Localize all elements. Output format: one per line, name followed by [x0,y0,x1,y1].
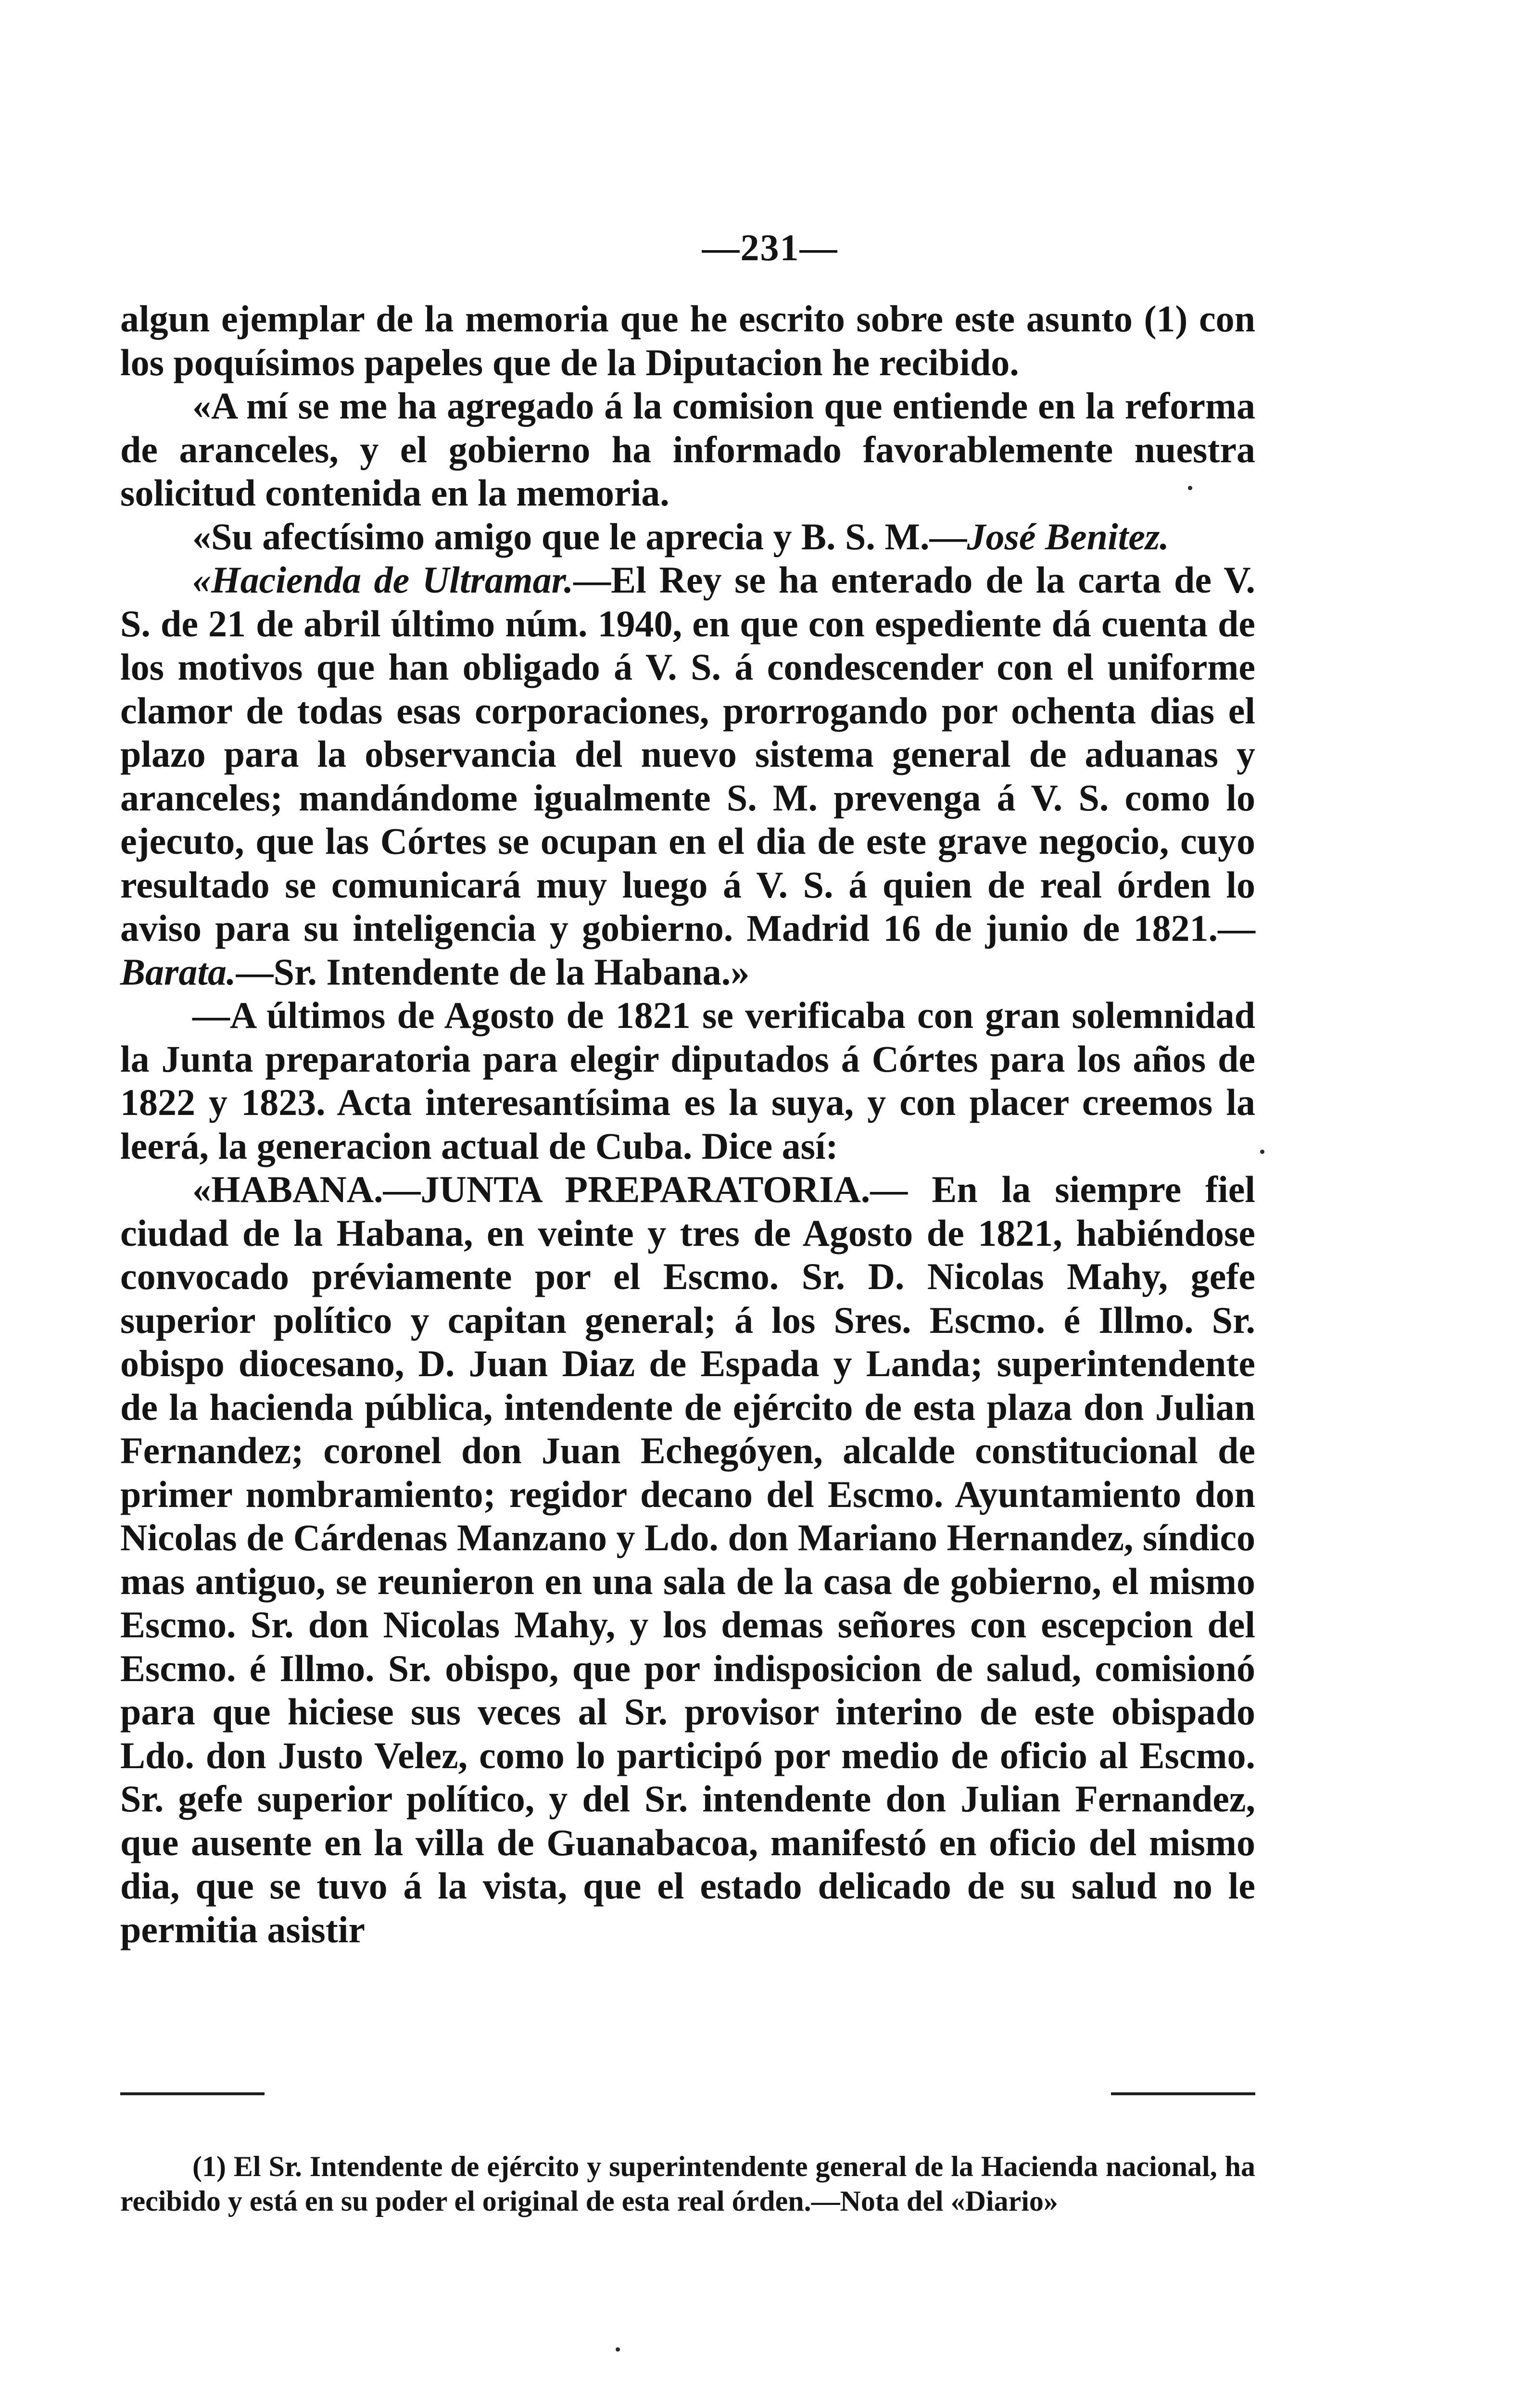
print-speck [616,2347,620,2352]
page-number: —231— [702,227,838,268]
paragraph-6: «HABANA.—JUNTA PREPARATORIA.— En la siempre fiel ciudad de la Habana, en veinte y tres de Agosto de 1821, habiéndose convocado préviamente por el Escmo. Sr. D. Nicolas Mahy, gefe superior político y capitan general; á los Sres. Escmo. é Illmo. Sr. obispo diocesano, D. Juan Diaz de Espada y Landa; superintendente de la hacienda pública, intendente de ejército de esta plaza don Julian Fernandez; coronel don Juan Echegóyen, alcalde constitucional de primer nombramiento; regidor decano del Escmo. Ayuntamiento don Nicolas de Cárdenas Manzano y Ldo. don Mariano Hernandez, síndico mas antiguo, se reunieron en una sala de la casa de gobierno, el mismo Escmo. Sr. don Nicolas Mahy, y los demas señores con escepcion del Escmo. é Illmo. Sr. obispo, que por indisposicion de salud, comisionó para que hiciese sus veces al Sr. provisor interino de este obispado Ldo. don Justo Velez, como lo participó por medio de oficio al Escmo. Sr. gefe superior político, y del Sr. intendente don Julian Fernandez, que ausente en la villa de Guanabacoa, manifestó en oficio del mismo dia, que se tuvo á la vista, que el estado delicado de su salud no le permitia asistir [120,1168,1255,1950]
footnote-rule-right [1111,2092,1255,2095]
signature-name: José Benitez. [967,515,1169,557]
closing-salutation: «Su afectísimo amigo que le aprecia y B. S. M.— [192,515,967,557]
ministry-heading: «Hacienda de Ultramar. [192,559,574,601]
footnote-rule-left [120,2092,265,2095]
paragraph-4 [120,558,1255,994]
print-speck [1188,486,1192,490]
footnote: (1) El Sr. Intendente de ejército y superintendente general de la Hacienda nacional, ha recibido y está en su poder el original de esta real órden.—Nota del «Diario» [120,2151,1255,2217]
signer-name: Barata. [120,950,236,993]
paragraph-3 [120,515,1255,559]
body-text [120,297,1255,1951]
paragraph-1: algun ejemplar de la memoria que he escrito sobre este asunto (1) con los poquísimos papeles que de la Diputacion he recibido. [120,298,1255,383]
print-speck [1260,1150,1264,1154]
royal-order-text: —El Rey se ha enterado de la carta de V. S. de 21 de abril último núm. 1940, en que con espediente dá cuenta de los motivos que han obligado á V. S. á condescender con el uniforme clamor de todas esas corporaciones, prorrogando por ochenta dias el plazo para la observancia del nuevo sistema general de aduanas y aranceles; mandándome igualmente S. M. prevenga á V. S. como lo ejecuto, que las Córtes se ocupan en el dia de este grave negocio, cuyo resultado se comunicará muy luego á V. S. á quien de real órden lo aviso para su inteligencia y gobierno. Madrid 16 de junio de 1821.— [120,559,1255,949]
addressee: —Sr. Intendente de la Habana.» [236,950,750,993]
paragraph-2: «A mí se me ha agregado á la comision que entiende en la reforma de aranceles, y el gobierno ha informado favorablemente nuestra solicitud contenida en la memoria. [120,385,1255,514]
paragraph-5: —A últimos de Agosto de 1821 se verificaba con gran solemnidad la Junta preparatoria para elegir diputados á Córtes para los años de 1822 y 1823. Acta interesantísima es la suya, y con placer creemos la leerá, la generacion actual de Cuba. Dice así: [120,994,1255,1167]
